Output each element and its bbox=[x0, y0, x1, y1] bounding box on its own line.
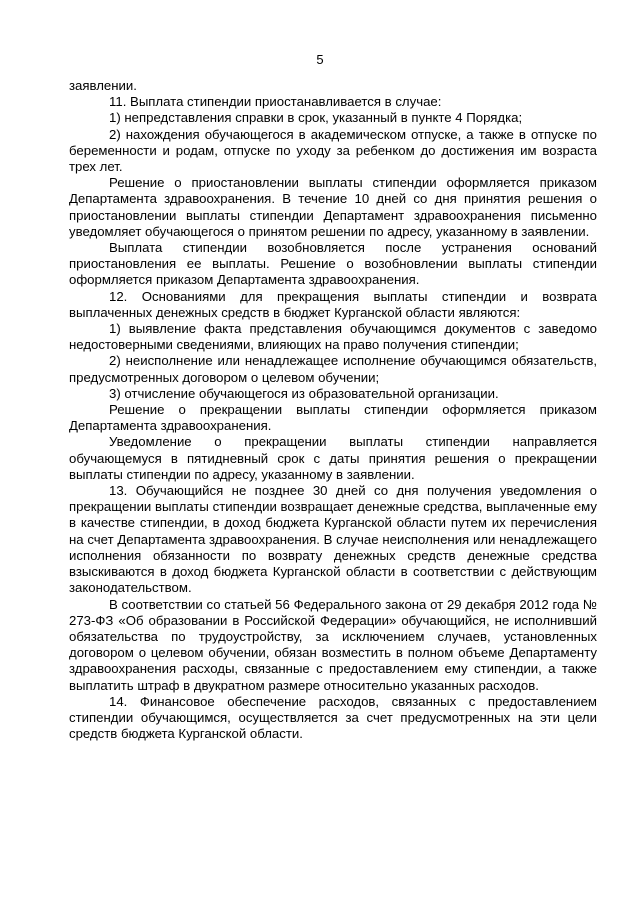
paragraph: 14. Финансовое обеспечение расходов, связанных с предоставлением стипендии обучающимся, осуществляется за счет предусмотренных на эти цели средств бюджета Курганской области. bbox=[69, 693, 597, 742]
paragraph: Решение о приостановлении выплаты стипендии оформляется приказом Департамента здравоохранения. В течение 10 дней со дня принятия решения о приостановлении выплаты стипендии Департамент здравоохранения письменно уведомляет обучающегося о принятом решении по адресу, указанному в заявлении. bbox=[69, 175, 597, 239]
paragraph: Уведомление о прекращении выплаты стипендии направляется обучающемуся в пятидневный срок с даты принятия решения о прекращении выплаты стипендии по адресу, указанному в заявлении. bbox=[69, 434, 597, 482]
paragraph: Решение о прекращении выплаты стипендии оформляется приказом Департамента здравоохранения. bbox=[69, 402, 597, 434]
paragraph: 12. Основаниями для прекращения выплаты стипендии и возврата выплаченных денежных средств в бюджет Курганской области являются: bbox=[69, 288, 597, 320]
paragraph: 1) выявление факта представления обучающимся документов с заведомо недостоверными сведениями, влияющих на право получения стипендии; bbox=[69, 321, 597, 353]
paragraph: 1) непредставления справки в срок, указанный в пункте 4 Порядка; bbox=[109, 110, 523, 126]
paragraph: 3) отчисление обучающегося из образовательной организации. bbox=[109, 385, 499, 401]
paragraph: 11. Выплата стипендии приостанавливается в случае: bbox=[109, 94, 442, 110]
paragraph: 2) неисполнение или ненадлежащее исполнение обучающимся обязательств, предусмотренных договором о целевом обучении; bbox=[69, 353, 597, 385]
paragraph: заявлении. bbox=[69, 78, 137, 93]
page-number: 5 bbox=[316, 52, 324, 67]
document-body bbox=[69, 78, 597, 742]
paragraph: В соответствии со статьей 56 Федерального закона от 29 декабря 2012 года № 273-ФЗ «Об образовании в Российской Федерации» обучающийся, не исполнивший обязательства по трудоустройству, за исключением случаев, установленных договором о целевом обучении, обязан возместить в полном объеме Департаменту здравоохранения расходы, связанные с предоставлением ему стипендии, а также выплатить штраф в двукратном размере относительно указанных расходов. bbox=[69, 596, 597, 693]
paragraph: 2) нахождения обучающегося в академическом отпуске, а также в отпуске по беременности и родам, отпуске по уходу за ребенком до достижения им возраста трех лет. bbox=[69, 126, 597, 175]
paragraph: Выплата стипендии возобновляется после устранения оснований приостановления ее выплаты. Решение о возобновлении выплаты стипендии оформляется приказом Департамента здравоохранения. bbox=[69, 240, 597, 288]
paragraph: 13. Обучающийся не позднее 30 дней со дня получения уведомления о прекращении выплаты стипендии возвращает денежные средства, выплаченные ему в качестве стипендии, в доход бюджета Курганской области путем их перечисления на счет Департамента здравоохранения. В случае неисполнения или ненадлежащего исполнения обязанности по возврату денежных средств денежные средства взыскиваются в доход бюджета Курганской области в соответствии с действующим законодательством. bbox=[69, 483, 597, 596]
